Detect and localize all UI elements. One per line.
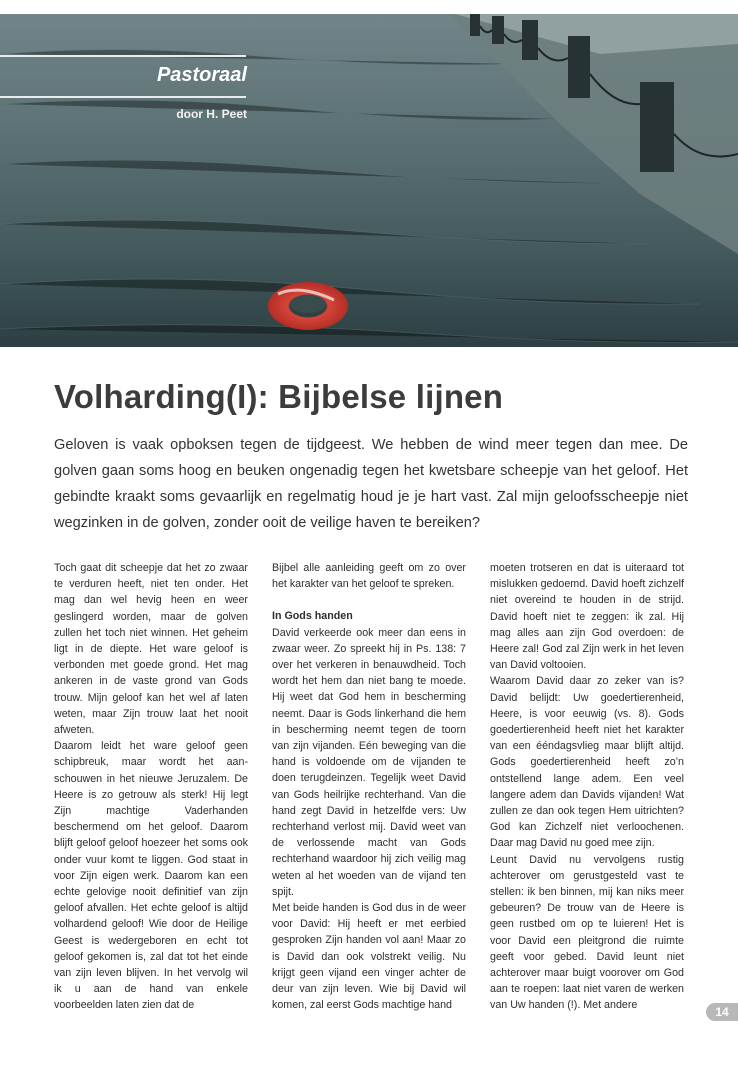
header-rule-bottom <box>0 96 246 98</box>
author-byline: door H. Peet <box>176 107 247 121</box>
paragraph: Bijbel alle aanleiding geeft om zo over het karakter van het geloof te spreken. <box>272 562 466 591</box>
text-column-1 <box>54 560 248 1014</box>
hero-photo <box>0 14 738 347</box>
subheading: In Gods handen <box>272 610 353 623</box>
article-intro: Geloven is vaak opboksen tegen de tijdgeest. We hebben de wind meer tegen dan mee. De golven gaan soms hoog en beuken ongenadig tegen het kwetsbare scheepje van het geloof. Het gebindte kraakt soms gevaarlijk en regelmatig houd je je hart vast. Zal mijn geloofsscheepje niet wegzinken in de golven, zonder ooit de veilige haven te bereiken? <box>54 437 688 531</box>
paragraph: Toch gaat dit scheepje dat het zo zwaar te verduren heeft, niet ten onder. Het mag dan wel hevig heen en weer geslingerd worden, maar de golven zullen het toch niet winnen. Het geheim ligt in de diepte. Het ware geloof is verbonden met goede grond. Het mag ankeren in de vaste grond van Gods trouw. Mijn geloof kan het wel af laten weten, maar Zijn trouw laat het nooit afweten. <box>54 562 248 737</box>
paragraph: Daarom leidt het ware geloof geen schipbreuk, maar wordt het aan-schouwen in het nieuwe Jeruzalem. De Heere is zo getrouw als sterk! Hij legt Zijn machtige Vaderhanden beschermend om het geloof. Daarom blijft geloof geloof hoezeer het soms ook onder vuur komt te liggen. God staat in voor Zijn eigen werk. Daarom kan een echte gelovige nooit definitief van zijn geloof afvallen. Het echte geloof is altijd volhardend geloof! Wie door de Heilige Geest is wedergeboren en echt tot geloof gekomen is, zal dat tot het einde van zijn leven blijven. In het vervolg wil ik u aan de hand van enkele voorbeelden laten zien dat de <box>54 740 248 1012</box>
paragraph: Leunt David nu vervolgens rustig achterover om gerustgesteld vast te stellen: ik ben binnen, mij kan niks meer gebeuren? De trouw van de Heere is geen rustbed om op te luieren! Het is voor David een pleitgrond die ruimte geeft voor gebed. David leunt niet achterover maar buigt voorover om God aan te roepen: laat niet varen de werken van Uw handen (!). Met andere <box>490 853 684 1012</box>
paragraph: moeten trotseren en dat is uiteraard tot mislukken gedoemd. David hoeft zichzelf niet overeind te houden in de strijd. David hoeft niet te zeggen: ik zal. Hij mag alles aan zijn God overdoen: de Heere zal! God zal Zijn werk in het leven van David voltooien. <box>490 562 684 672</box>
paragraph: Waarom David daar zo zeker van is? David belijdt: Uw goedertierenheid, Heere, is voor eeuwig (vs. 8). Gods goedertierenheid heeft niet het karakter van een ééndagsvlieg maar blijft altijd. Gods goedertierenheid heeft zo’n ontstellend lange adem. Een veel langere adem dan Davids vijanden! Wat zullen ze dan ook tegen Hem uitrichten? God kan Zichzelf niet verloochenen. Daar mag David nu goed mee zijn. <box>490 675 684 850</box>
sea-pier-lifebuoy-image <box>0 14 738 347</box>
article-title: Volharding(I): Bijbelse lijnen <box>54 378 504 415</box>
header-rule-top <box>0 55 246 57</box>
section-label: Pastoraal <box>156 64 247 86</box>
paragraph: David verkeerde ook meer dan eens in zwaar weer. Zo spreekt hij in Ps. 138: 7 over het verkeren in benauwdheid. Toch wordt het hem dan niet bang te moede. Hij weet dat God hem in bescherming neemt. Daar is Gods linkerhand die hem in bescherming neemt tegen de toorn van zijn vijanden. Eén beweging van die hand is voldoende om de vijanden te doen terugdeinzen. Tegelijk weet David van Gods heilrijke rechterhand. Van die hand zegt David in hetzelfde vers: Uw rechterhand verlost mij. David weet van de verlossende macht van Gods rechterhand waardoor hij zich veilig mag weten al het woeden van de vijand ten spijt. <box>272 626 466 898</box>
text-column-3 <box>490 560 684 1014</box>
text-column-2 <box>272 560 466 1013</box>
paragraph: Met beide handen is God dus in de weer voor David: Hij heeft er met eerbied gesproken Zijn handen vol aan! Maar zo is David dan ook volstrekt veilig. Nu krijgt geen vijand een vinger achter de deur van zijn leven. Wie bij David wil komen, zal eerst Gods machtige hand <box>272 902 466 1012</box>
page-number: 14 <box>706 1003 738 1021</box>
